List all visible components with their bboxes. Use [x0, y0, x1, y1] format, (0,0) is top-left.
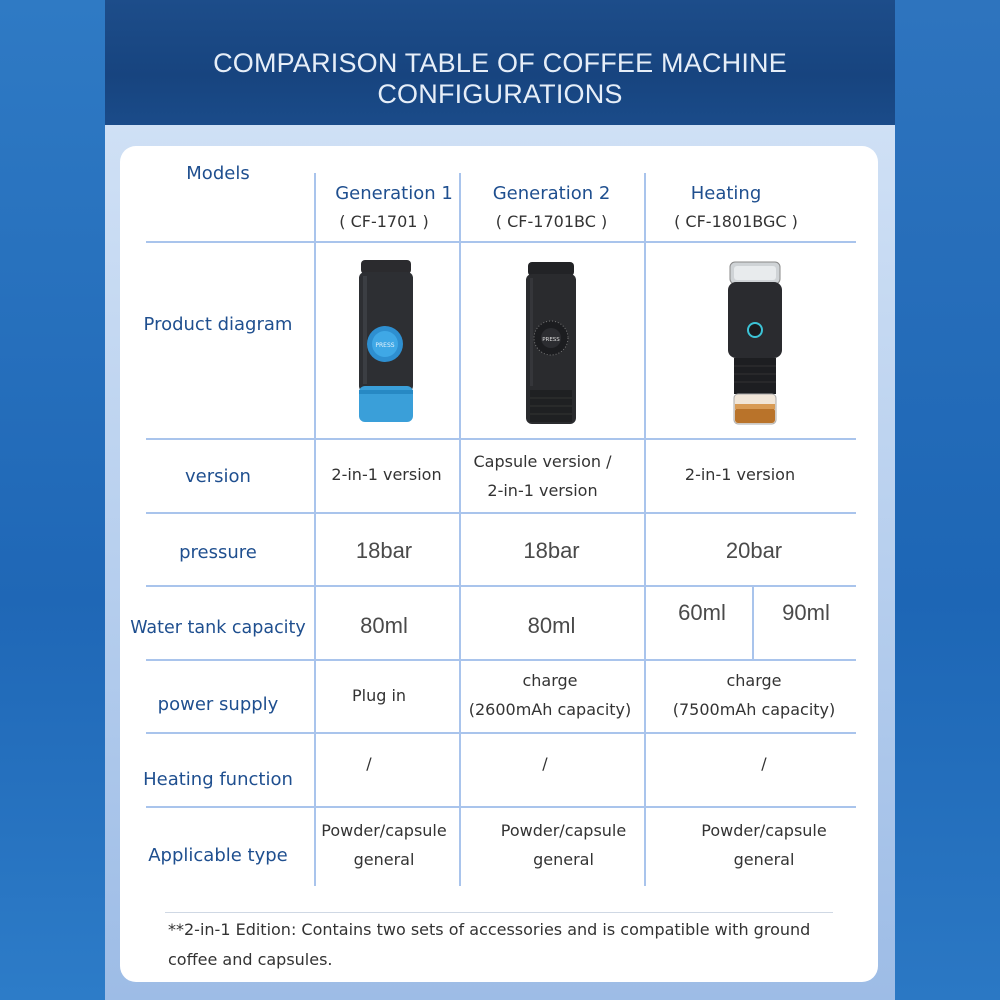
- row-label-version: version: [185, 466, 251, 487]
- column-divider: [644, 173, 646, 886]
- power-supply-cell: Plug in: [351, 686, 407, 705]
- column-header-name: Generation 2: [492, 183, 611, 204]
- footnote-line2: coffee and capsules.: [168, 950, 333, 969]
- row-divider: [146, 512, 856, 514]
- pressure-value: 20bar: [725, 538, 783, 563]
- left-background-strip: [0, 0, 105, 1000]
- row-divider: [146, 732, 856, 734]
- applicable-type-cell-line2: general: [353, 850, 415, 869]
- heating-espresso-maker-icon: [722, 258, 788, 430]
- version-cell-line2: 2-in-1 version: [487, 481, 598, 500]
- power-supply-cell-line2: (7500mAh capacity): [672, 700, 836, 719]
- row-divider: [146, 241, 856, 243]
- portable-espresso-maker-black-icon: [522, 260, 580, 426]
- svg-text:PRESS: PRESS: [542, 337, 560, 343]
- heating-function-cell: /: [542, 754, 548, 773]
- row-label-power-supply: power supply: [157, 694, 279, 715]
- heating-function-cell: /: [366, 754, 372, 773]
- power-supply-cell-line2: (2600mAh capacity): [468, 700, 632, 719]
- applicable-type-cell-line1: Powder/capsule: [500, 821, 627, 840]
- row-divider: [146, 585, 856, 587]
- heating-function-cell: /: [761, 754, 767, 773]
- column-divider: [314, 173, 316, 886]
- pressure-value: 18bar: [355, 538, 413, 563]
- row-label-pressure: pressure: [179, 542, 257, 563]
- row-label-heating: Heating function: [143, 769, 293, 790]
- column-header-name: Generation 1: [335, 183, 453, 204]
- footnote-line1: **2-in-1 Edition: Contains two sets of accessories and is compatible with ground: [168, 920, 811, 939]
- applicable-type-cell-line1: Powder/capsule: [321, 821, 447, 840]
- row-label-product-diagram: Product diagram: [143, 314, 293, 335]
- column-divider: [459, 173, 461, 886]
- right-background-strip: [895, 0, 1000, 1000]
- svg-text:PRESS: PRESS: [375, 342, 395, 349]
- portable-espresso-maker-blue-icon: [355, 258, 415, 428]
- page-title: COMPARISON TABLE OF COFFEE MACHINE CONFIGURATIONS: [213, 48, 787, 109]
- row-divider: [146, 438, 856, 440]
- column-header-model-code: ( CF-1701BC ): [495, 212, 608, 231]
- column-header-name: Heating: [690, 183, 762, 204]
- version-cell: 2-in-1 version: [331, 465, 442, 484]
- pressure-value: 18bar: [523, 538, 580, 563]
- version-cell-line1: Capsule version /: [473, 452, 612, 471]
- footnote-divider: [165, 912, 833, 913]
- applicable-type-cell-line2: general: [733, 850, 795, 869]
- water-tank-value: 80ml: [527, 613, 576, 638]
- applicable-type-cell-line1: Powder/capsule: [701, 821, 827, 840]
- water-tank-value: 80ml: [360, 613, 408, 638]
- footnote: [168, 915, 848, 975]
- water-tank-value-large: 90ml: [782, 600, 830, 625]
- version-cell: 2-in-1 version: [684, 465, 796, 484]
- applicable-type-cell-line2: general: [533, 850, 594, 869]
- power-supply-cell-line1: charge: [726, 671, 782, 690]
- column-header-model-code: ( CF-1701 ): [339, 212, 429, 231]
- power-supply-cell-line1: charge: [522, 671, 578, 690]
- row-divider: [146, 806, 856, 808]
- water-tank-value-small: 60ml: [678, 600, 726, 625]
- column-header-model-code: ( CF-1801BGC ): [674, 212, 798, 231]
- row-divider: [146, 659, 856, 661]
- row-label-water-tank: Water tank capacity: [130, 618, 306, 638]
- row-label-models: Models: [186, 163, 250, 184]
- row-label-applicable-type: Applicable type: [148, 845, 288, 866]
